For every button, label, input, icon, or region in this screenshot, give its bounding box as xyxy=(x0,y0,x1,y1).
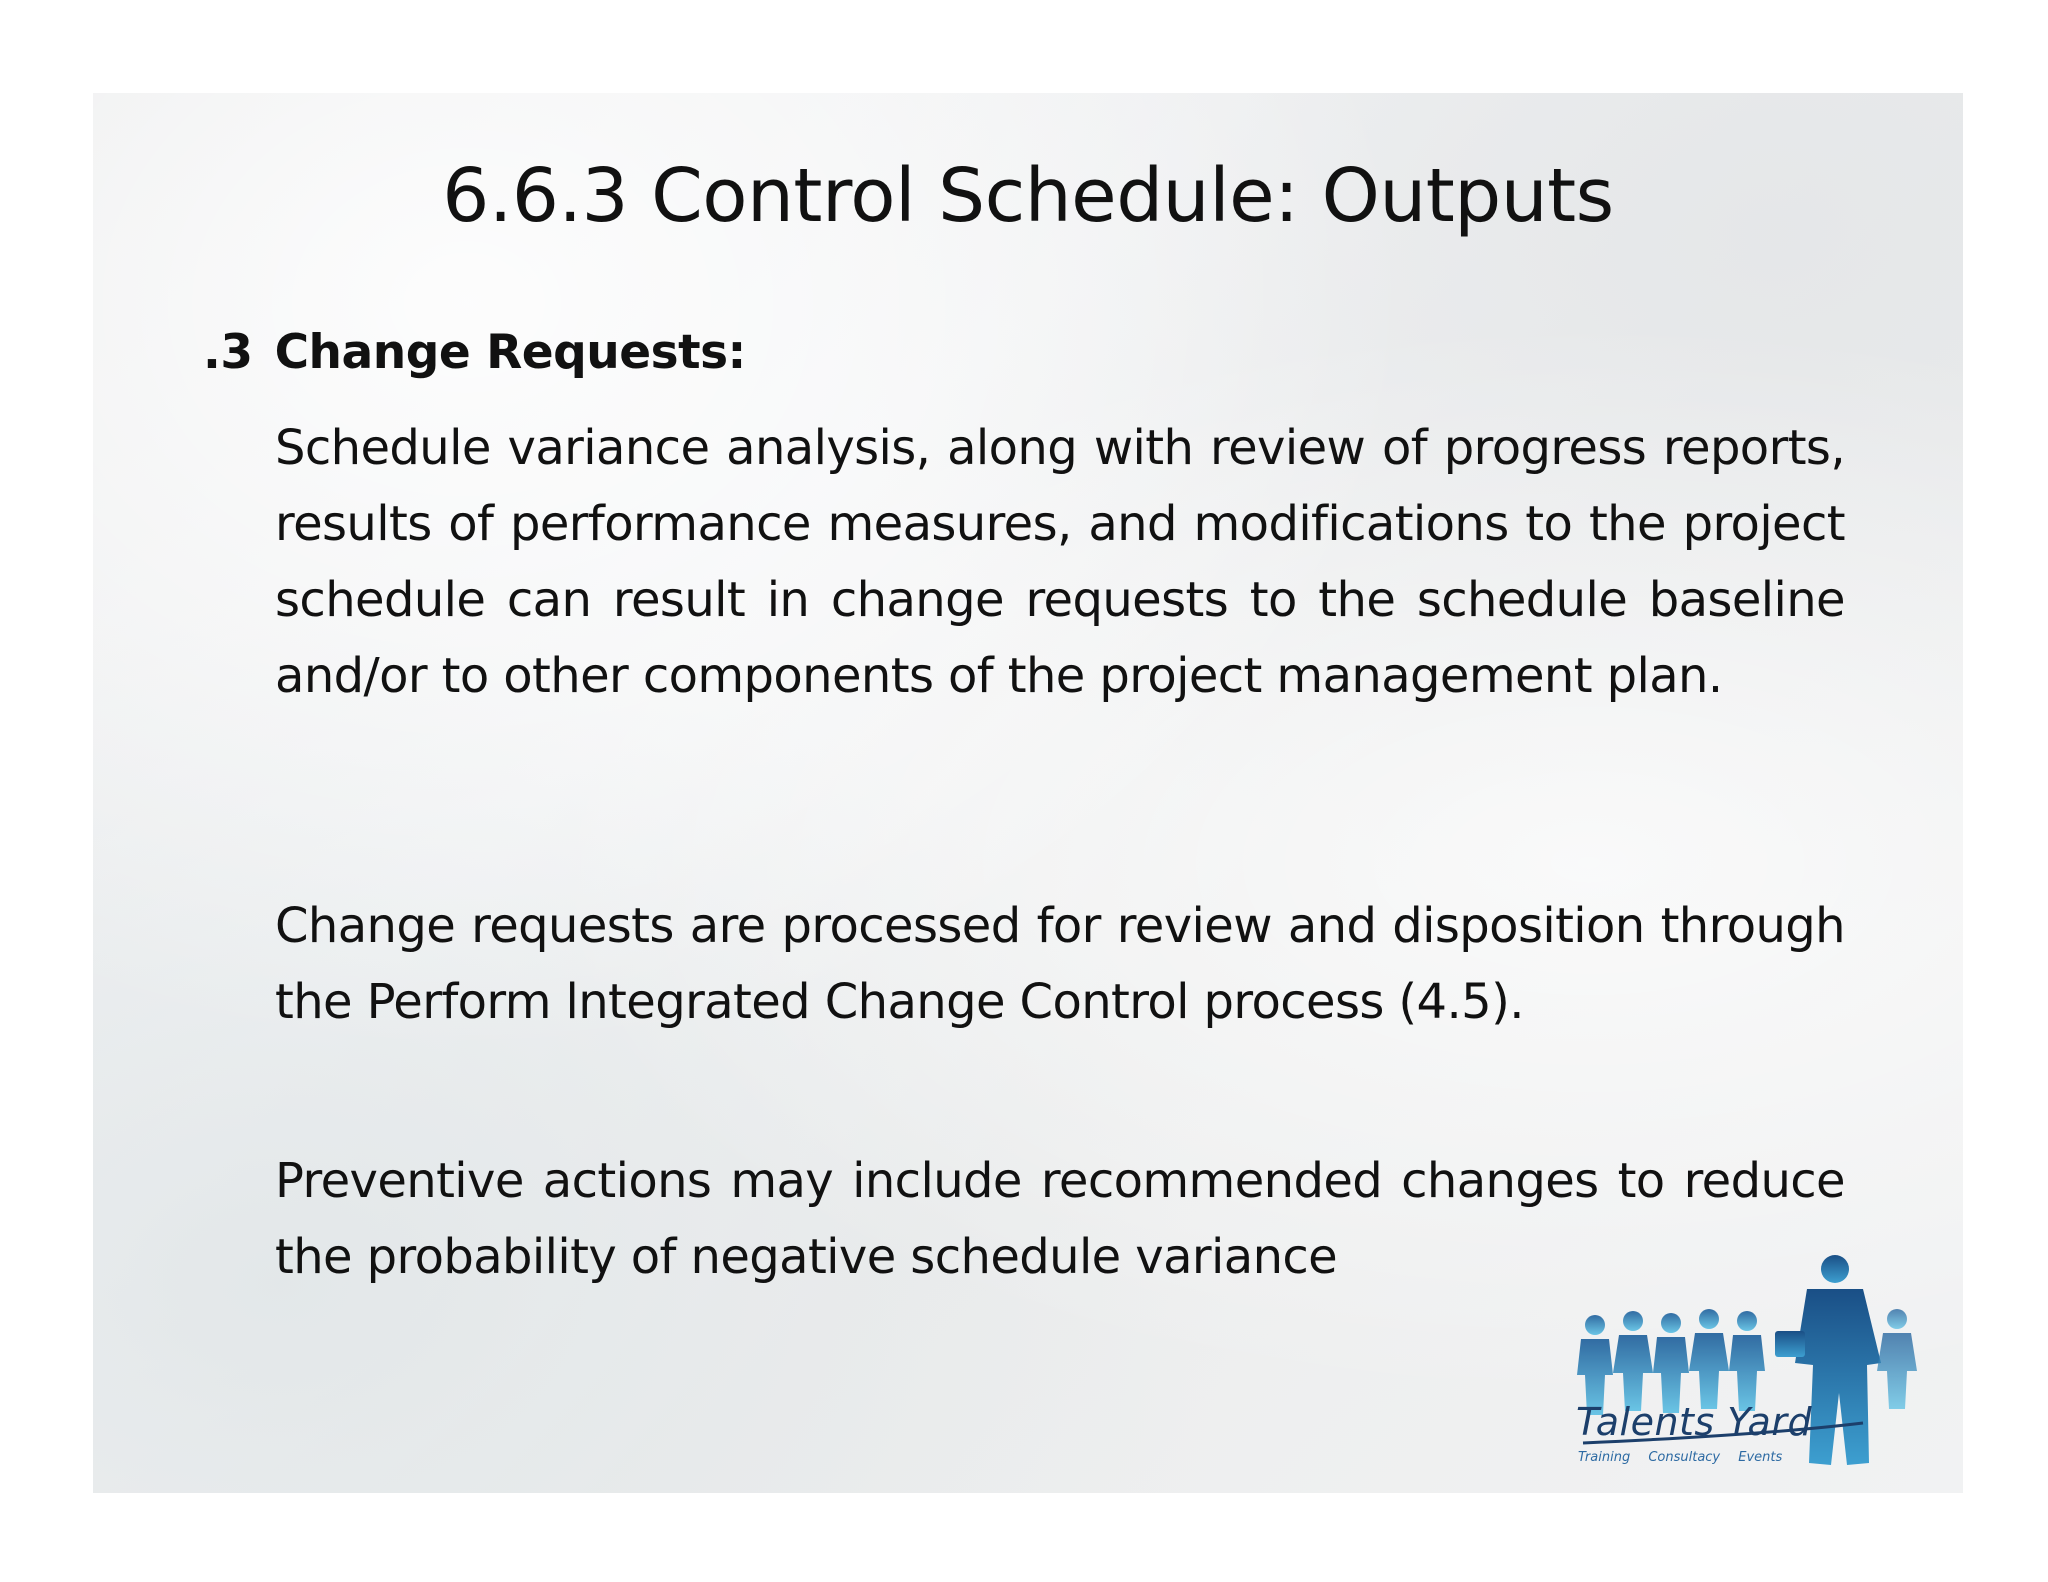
section-heading xyxy=(203,325,746,380)
slide xyxy=(93,93,1963,1493)
person-figure-5 xyxy=(1729,1311,1765,1411)
person-figure-3 xyxy=(1653,1313,1689,1413)
logo-name: Talents Yard xyxy=(1576,1400,1813,1444)
person-figure-4 xyxy=(1689,1309,1729,1409)
person-figure-6 xyxy=(1877,1309,1917,1409)
paragraph-change-requests: Change requests are processed for review and disposition through the Perform lntegrated Change Control process (4.5). xyxy=(275,898,1845,1030)
paragraph-preventive-actions: Preventive actions may include recommended changes to reduce the probability of negative schedule variance xyxy=(275,1153,1845,1285)
logo-tagline: Training Consultacy Events xyxy=(1578,1450,1783,1465)
paragraph-schedule-variance: Schedule variance analysis, along with review of progress reports, results of performance measures, and modifications to the project schedule can result in change requests to the schedule baseline and/or to other components of the project management plan. xyxy=(275,420,1845,704)
slide-title: 6.6.3 Control Schedule: Outputs xyxy=(442,153,1614,239)
person-figure-2 xyxy=(1613,1311,1653,1411)
section-number: .3 xyxy=(203,325,253,380)
section-title: Change Requests: xyxy=(274,325,746,380)
